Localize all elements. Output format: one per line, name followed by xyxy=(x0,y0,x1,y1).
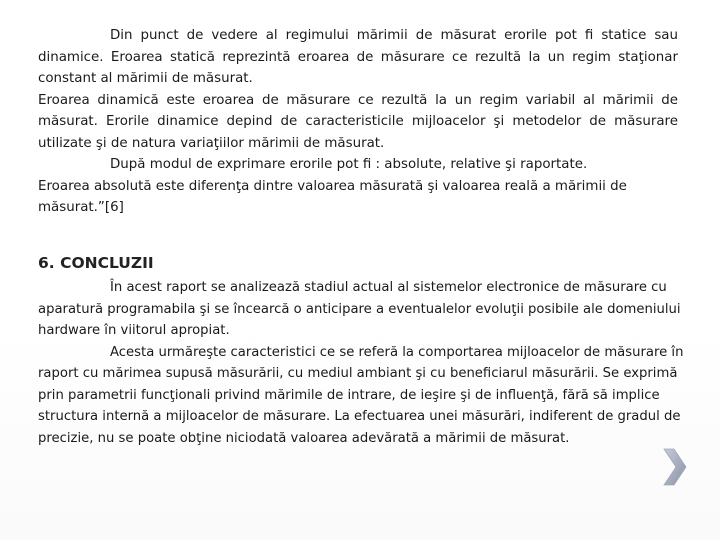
intro-paragraph-absolute-error: Eroarea absolută este diferenţa dintre valoarea măsurată şi valoarea reală a mărimii de măsurat.”[6] xyxy=(38,178,627,215)
next-slide-button[interactable] xyxy=(660,447,688,487)
conclusions-paragraph-1: În acest raport se analizează stadiul actual al sistemelor electronice de măsurare cu aparatură programabila şi se încearcă o anticipare a eventualelor evoluţii posibile ale domeniului hardware în viitorul apropiat. xyxy=(38,280,681,338)
intro-paragraph-expression: După modul de exprimare erorile pot fi : absolute, relative şi raportate. xyxy=(110,157,588,172)
intro-text xyxy=(38,25,678,219)
section-heading: 6. CONCLUZII xyxy=(38,254,154,272)
conclusions-text xyxy=(38,277,698,449)
intro-paragraph-dynamic-error: Eroarea dinamică este eroarea de măsurare ce rezultă la un regim variabil al mărimii de măsurat. Erorile dinamice depind de caracteristicile mijloacelor şi metodelor de măsurare utilizate şi de natura variaţiilor mărimii de măsurat. xyxy=(38,92,678,151)
chevron-right-icon xyxy=(660,447,688,487)
conclusions-paragraph-2: Acesta urmăreşte caracteristici ce se referă la comportarea mijloacelor de măsurare în raport cu mărimea supusă măsurării, cu mediul ambiant şi cu beneficiarul măsurării. Se exprimă prin parametrii funcţionali privind mărimile de intrare, de ieşire şi de influenţă, fără să implice structura internă a mijloacelor de măsurare. La efectuarea unei măsurări, indiferent de gradul de precizie, nu se poate obţine niciodată valoarea adevărată a mărimii de măsurat. xyxy=(38,344,684,446)
intro-paragraph-static-dynamic: Din punct de vedere al regimului mărimii de măsurat erorile pot fi statice sau dinamice. Eroarea statică reprezintă eroarea de măsurare ce rezultă la un regim staţionar constant al mărimii de măsurat. xyxy=(38,28,678,86)
